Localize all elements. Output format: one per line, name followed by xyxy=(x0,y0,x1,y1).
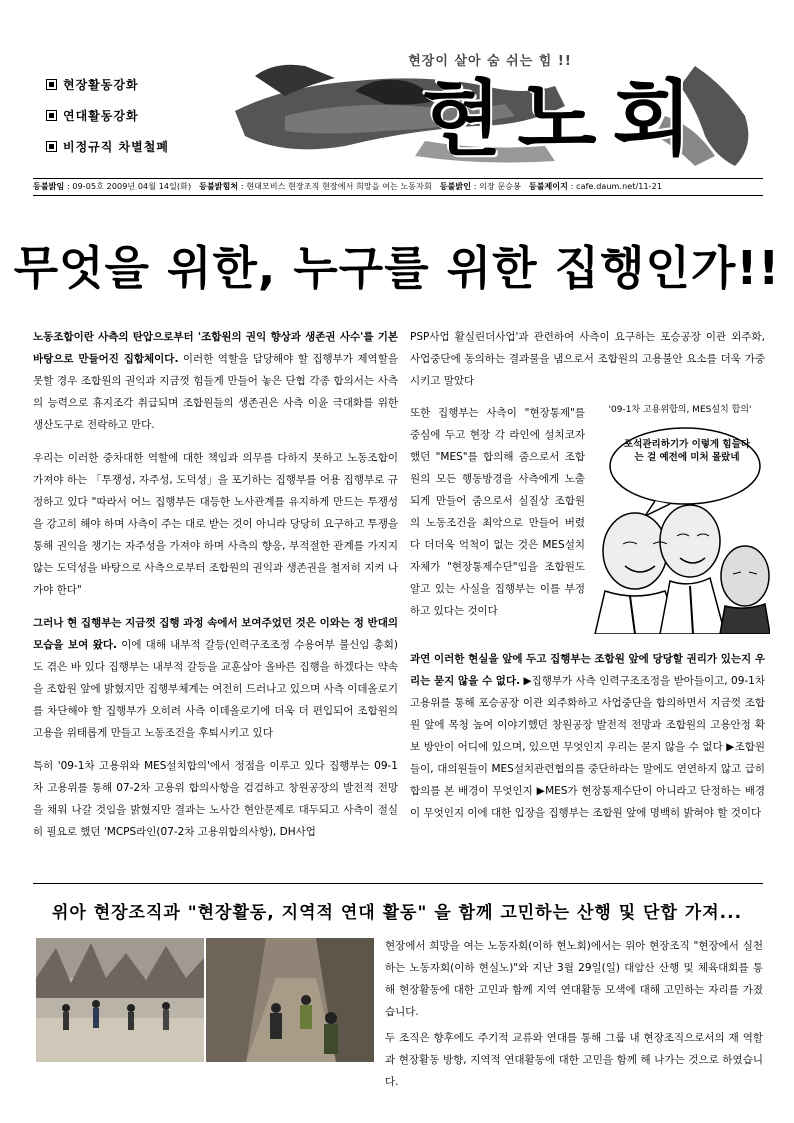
site-value: cafe.daum.net/11-21 xyxy=(576,182,663,191)
cartoon-bubble-text: 포석관리하기가 이렇게 힘들다는 걸 예전에 미처 몰랐네 xyxy=(624,439,750,463)
issue-info-bar: 등불밝임 : 09-05호 2009년 04월 14일(화) 등불밝힘처 : 현대모비스 현장조직 현장에서 희망을 여는 노동자회 등불밝인 : 의장 문승봉 등불제이지 : cafe.daum.net/11-21 xyxy=(33,178,763,196)
checkbox-icon xyxy=(46,79,57,90)
article-paragraph xyxy=(33,447,398,601)
bottom-article xyxy=(385,935,763,1097)
paragraph-text: 우리는 이러한 중차대한 역할에 대한 책임과 의무를 다하지 못하고 노동조합이 가져야 하는 「투쟁성, 자주성, 도덕성」을 포기하는 집행부를 어용 집행부로 규정하고 있다 "따라서 어느 집행부든 대등한 노사관계를 유지하게 만드는 투쟁성을 강고히 해야 하며 사측이 주는 대로 받는 것이 아니라 당당히 요구하고 투쟁을 통해 권익을 챙기는 자주성을 가져야 하며 사측의 향응, 부적절한 관계를 가지지 않는 도덕성을 바탕으로 사측으로부터 조합원의 권익과 생존권을 철저히 지켜 나가야 한다" xyxy=(33,452,398,596)
masthead-slogan: 현장이 살아 숨 쉬는 힘 !! xyxy=(408,54,572,69)
hiking-photo-1 xyxy=(36,938,204,1062)
bottom-paragraph: 현장에서 희망을 여는 노동자회(이하 현노회)에서는 위아 현장조직 "현장에서 실천하는 노동자회(이하 현실노)"와 지난 3월 29일(일) 대암산 산행 및 체육대회를 통해 현장활동에 대한 고민과 함께 지역 연대활동 모색에 대해 고민하는 자리를 가졌습니다. xyxy=(385,940,763,1018)
checkbox-icon xyxy=(46,141,57,152)
issue-value: 09-05호 2009년 04월 14일(화) xyxy=(72,182,192,191)
site-label: 등불제이지 xyxy=(528,182,569,191)
article-paragraph xyxy=(33,612,398,744)
publisher-label: 등불밝힘처 xyxy=(199,182,239,191)
cartoon-caption: '09-1차 고용위합의, MES설치 합의' xyxy=(608,405,752,415)
article-right-bottom xyxy=(410,648,765,824)
bottom-paragraph: 두 조직은 향후에도 주기적 교류와 연대를 통해 그룹 내 현장조직으로서의 재 역할과 현장활동 방향, 지역적 연대활동에 대한 고민을 함께 해 나가는 것으로 하였습니다. xyxy=(385,1032,763,1088)
bottom-subheadline: 위아 현장조직과 "현장활동, 지역적 연대 활동" 을 함께 고민하는 산행 및 단합 가져... xyxy=(51,903,743,923)
bullet-item xyxy=(46,132,246,163)
checkbox-icon xyxy=(46,110,57,121)
main-headline: 무엇을 위한, 누구를 위한 집행인가!! xyxy=(13,241,781,295)
paragraph-lead: 노동조합이란 사측의 탄압으로부터 '조합원의 권익 향상과 생존권 사수'를 기본 바탕으로 만들어진 집합체이다. xyxy=(33,331,398,365)
paragraph-lead: 그러나 현 집행부는 지금껏 집행 과정 속에서 보여주었던 것은 이와는 정 반대의 모습을 보여 왔다. xyxy=(33,617,398,651)
editor-label: 등불밝인 xyxy=(439,182,472,191)
newsletter-logo: 현노회 xyxy=(422,72,708,167)
paragraph-text: ▶집행부가 사측 인력구조조정을 받아들이고, 09-1차 고용위를 통해 포승공장 이관 외주화하고 사업중단을 합의하면서 지금껏 조합원 앞에 목청 높여 이야기했던 창원공장 발전적 전망과 조합원의 고용안정 확보 방안이 어디에 있으며, 있으면 무엇인지 우리는 묻지 않을 수 없다 ▶조합원들이, 대의원들이 MES설치관련협의를 중단하라는 말에도 연연하지 않고 급히 합의를 본 배경이 무엇인지 ▶MES가 현장통제수단이 아니라고 단정하는 배경이 무엇인지 이에 대한 입장을 집행부는 조합원 앞에 명백히 밝혀야 할 것이다 xyxy=(410,675,765,819)
bullet-label: 연대활동강화 xyxy=(63,109,139,123)
paragraph-text: 이에 대해 내부적 갈등(인력구조조정 수용여부 불신임 총회)도 겪은 바 있다 집행부는 내부적 갈등을 교훈삼아 올바른 집행을 하겠다는 약속을 조합원 앞에 밝혔지만 집행부체계는 여전히 드러나고 있으며 사측 이데올로기를 차단해야 할 집행부가 오히려 사측 이데올로기에 더욱 더 편입되어 조합원의 고용을 위태롭게 만들고 노동조건을 후퇴시키고 있다 xyxy=(33,639,398,739)
editor-value: 의장 문승봉 xyxy=(479,182,521,191)
paragraph-text: 특히 '09-1차 고용위와 MES설치합의'에서 정점을 이루고 있다 집행부는 09-1차 고용위를 통해 07-2차 고용위 합의사항을 검검하고 창원공장의 발전적 전망을 채워 나갈 것임을 밝혔지만 결과는 노사간 현안문제로 대두되고 사측이 절실히 필요로 했던 'MCPS라인(07-2차 고용위합의사항), DH사업 xyxy=(33,760,398,838)
masthead-bullets xyxy=(46,70,246,163)
issue-label: 등불밝임 xyxy=(33,182,65,191)
paragraph-text: 이러한 역할을 담당해야 할 집행부가 제역할을 못할 경우 조합원의 권익과 지금껏 힘들게 만들어 놓은 단협 각종 합의서는 사측의 능력으로 휴지조각 취급되며 조합원들의 생존권은 사측 이윤 극대화를 위한 생산도구로 전락하고 만다. xyxy=(33,353,398,431)
article-left-column xyxy=(33,326,398,854)
bullet-label: 비정규직 차별철폐 xyxy=(63,140,169,154)
bullet-item xyxy=(46,70,246,101)
paragraph-lead: 과연 이러한 현실을 앞에 두고 집행부는 조합원 앞에 당당할 권리가 있는지 우리는 묻지 않을 수 없다. xyxy=(410,653,765,687)
article-right-mid: 또한 집행부는 사측이 "현장통제"를 중심에 두고 현장 각 라인에 설치코자 했던 "MES"를 합의해 줌으로서 조합원의 모든 행동방경을 사측에게 노출되게 만들어 줌으로서 실질상 조합원의 노동조건을 최악으로 만들어 버렸다 더더욱 억척이 없는 것은 MES설치 자체가 "현장통제수단"임을 조합원도 알고 있는 사실을 집행부는 이를 부정하고 있다는 것이다 xyxy=(410,407,585,617)
bullet-item xyxy=(46,101,246,132)
hiking-photo-2 xyxy=(206,938,374,1062)
article-right-top: PSP사업 활실린더사업'과 관련하여 사측이 요구하는 포승공장 이관 외주화, 사업중단에 동의하는 결과물을 냄으로서 조합원의 고용불안 요소를 더욱 가중시키고 말았다 xyxy=(410,331,765,387)
section-divider xyxy=(33,883,763,884)
publisher-value: 현대모비스 현장조직 현장에서 희망을 여는 노동자회 xyxy=(246,182,432,191)
bullet-label: 현장활동강화 xyxy=(63,78,139,92)
article-paragraph xyxy=(33,755,398,843)
article-paragraph xyxy=(33,326,398,436)
editorial-cartoon xyxy=(585,416,770,634)
